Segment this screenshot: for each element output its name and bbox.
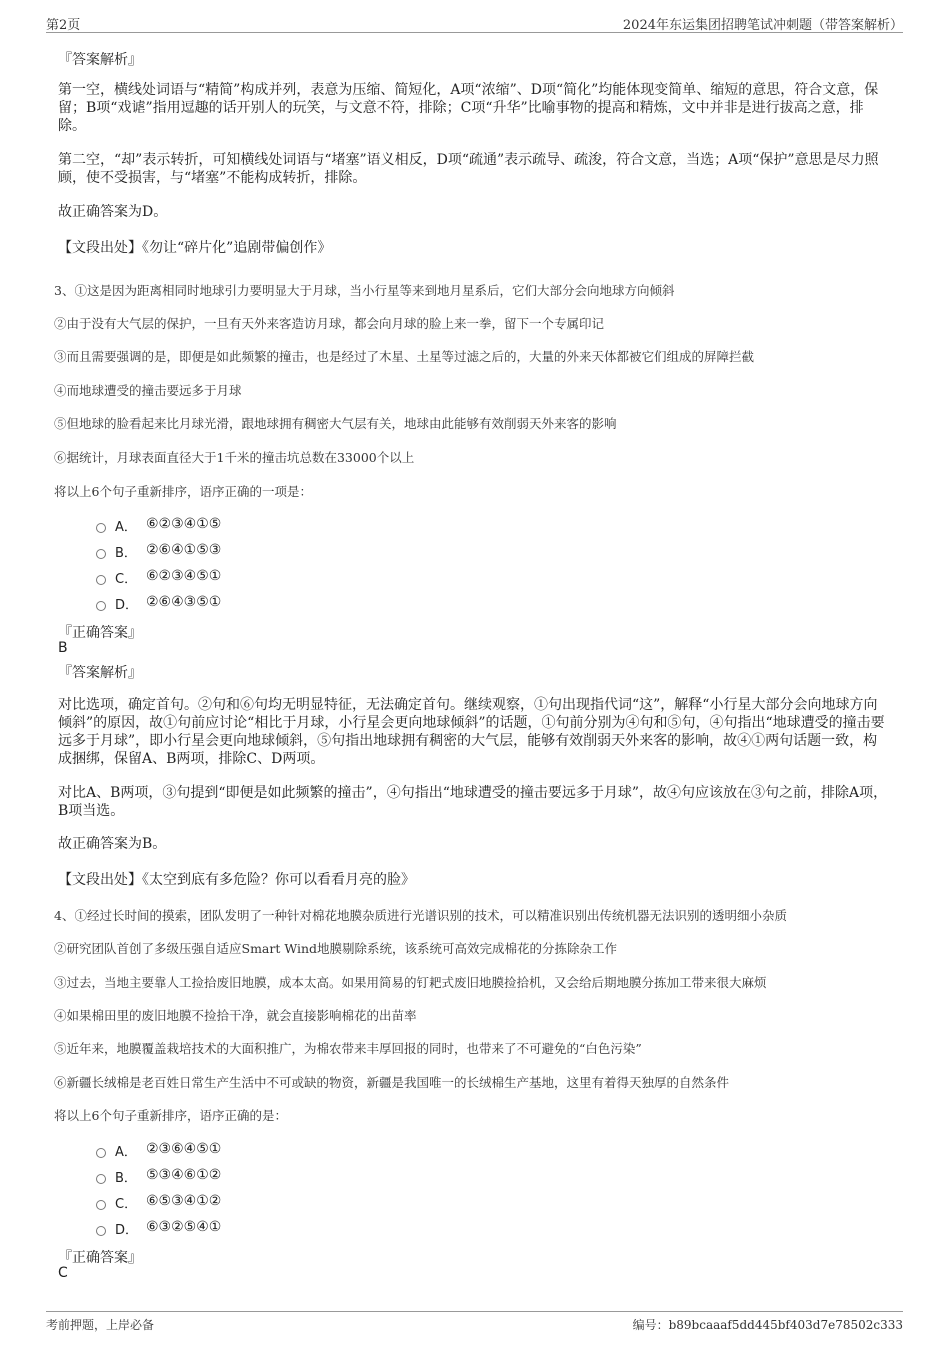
q4-line-1: 4、①经过长时间的摸索，团队发明了一种针对棉花地膜杂质进行光谱识别的技术，可以精准识别出传统机器无法识别的透明细小杂质: [54, 908, 787, 923]
q3-analysis-p3: 故正确答案为B。: [58, 836, 167, 852]
document-serial: 编号：b89bcaaaf5dd445bf403d7e78502c333: [632, 1318, 903, 1332]
q4-line-5: ⑤近年来，地膜覆盖栽培技术的大面积推广，为棉农带来丰厚回报的同时，也带来了不可避免的“白色污染”: [54, 1041, 642, 1056]
q4-answer: C: [58, 1265, 68, 1281]
q3-source: 【文段出处】《太空到底有多危险？你可以看看月亮的脸》: [58, 872, 415, 888]
q3-line-3: ③而且需要强调的是，即便是如此频繁的撞击，也是经过了木星、土星等过滤之后的，大量的外来天体都被它们组成的屏障拦截: [54, 349, 755, 364]
q3-analysis-p1: 对比选项，确定首句。②句和⑥句均无明显特征，无法确定首句。继续观察，①句出现指代词“这”，解释“小行星大部分会向地球方向倾斜”的原因，故①句前应讨论“相比于月球，小行星会更向地球倾斜”的话题，①句前分别为④句和⑤句，④句指出“地球遭受的撞击要远多于月球”，即小行星会更向地球倾斜，⑤句指出地球拥有稠密的大气层，能够有效削弱天外来客的影响，故④①两句话题一致，构成捆绑，保留A、B两项，排除C、D两项。: [58, 697, 885, 767]
q4-line-6: ⑥新疆长绒棉是老百姓日常生产生活中不可或缺的物资，新疆是我国唯一的长绒棉生产基地，这里有着得天独厚的自然条件: [54, 1075, 730, 1090]
q3-answer: B: [58, 640, 68, 656]
q3-option-d[interactable]: D． ②⑥④③⑤①: [96, 594, 396, 614]
radio-icon[interactable]: [96, 575, 106, 585]
q4-line-2: ②研究团队首创了多级压强自适应Smart Wind地膜剔除系统，该系统可高效完成棉花的分拣除杂工作: [54, 941, 618, 956]
q2-analysis-p2: 第二空，“却”表示转折，可知横线处词语与“堵塞”语义相反，D项“疏通”表示疏导、疏浚，符合文意，当选；A项“保护”意思是尽力照顾，使不受损害，与“堵塞”不能构成转折，排除。: [58, 152, 879, 186]
radio-icon[interactable]: [96, 1148, 106, 1158]
q3-analysis-p2: 对比A、B两项，③句提到“即便是如此频繁的撞击”，④句指出“地球遭受的撞击要远多于月球”，故④句应该放在③句之前，排除A项，B项当选。: [58, 785, 888, 819]
q4-prompt: 将以上6个句子重新排序，语序正确的是：: [54, 1108, 287, 1123]
page-number: 第2页: [46, 18, 81, 33]
radio-icon[interactable]: [96, 1226, 106, 1236]
q4-line-4: ④如果棉田里的废旧地膜不捡拾干净，就会直接影响棉花的出苗率: [54, 1008, 417, 1023]
q3-option-a[interactable]: A． ⑥②③④①⑤: [96, 516, 396, 536]
radio-icon[interactable]: [96, 1200, 106, 1210]
q3-line-1: 3、①这是因为距离相同时地球引力要明显大于月球，当小行星等来到地月星系后，它们大部分会向地球方向倾斜: [54, 283, 675, 298]
q2-analysis-p3: 故正确答案为D。: [58, 204, 168, 220]
q2-analysis-heading: 『答案解析』: [58, 52, 142, 68]
q3-answer-heading: 『正确答案』: [58, 625, 142, 641]
q4-line-3: ③过去，当地主要靠人工捡拾废旧地膜，成本太高。如果用简易的钉耙式废旧地膜捡拾机，又会给后期地膜分拣加工带来很大麻烦: [54, 975, 767, 990]
q3-line-6: ⑥据统计，月球表面直径大于1千米的撞击坑总数在33000个以上: [54, 450, 415, 465]
q4-option-b[interactable]: B． ⑤③④⑥①②: [96, 1167, 396, 1187]
q3-prompt: 将以上6个句子重新排序，语序正确的一项是：: [54, 484, 312, 499]
radio-icon[interactable]: [96, 523, 106, 533]
footer-slogan: 考前押题，上岸必备: [46, 1318, 155, 1332]
radio-icon[interactable]: [96, 549, 106, 559]
q3-option-c[interactable]: C． ⑥②③④⑤①: [96, 568, 396, 588]
q4-option-d[interactable]: D． ⑥③②⑤④①: [96, 1219, 396, 1239]
document-title: 2024年东运集团招聘笔试冲刺题（带答案解析）: [622, 18, 903, 33]
q3-line-4: ④而地球遭受的撞击要远多于月球: [54, 383, 242, 398]
radio-icon[interactable]: [96, 1174, 106, 1184]
q2-analysis-p1: 第一空，横线处词语与“精简”构成并列，表意为压缩、简短化，A项“浓缩”、D项“简化”均能体现变简单、缩短的意思，符合文意，保留；B项“戏谑”指用逗趣的话开别人的玩笑，与文意不符，排除；C项“升华”比喻事物的提高和精炼，文中并非是进行拔高之意，排除。: [58, 82, 879, 134]
page-header: [46, 11, 903, 33]
q4-answer-heading: 『正确答案』: [58, 1250, 142, 1266]
q3-option-b[interactable]: B． ②⑥④①⑤③: [96, 542, 396, 562]
q2-source: 【文段出处】《勿让“碎片化”追剧带偏创作》: [58, 240, 332, 256]
page-footer: [46, 1311, 903, 1334]
q4-option-c[interactable]: C． ⑥⑤③④①②: [96, 1193, 396, 1213]
q3-line-2: ②由于没有大气层的保护，一旦有天外来客造访月球，都会向月球的脸上来一拳，留下一个专属印记: [54, 316, 605, 331]
q3-analysis-heading: 『答案解析』: [58, 665, 142, 681]
q4-option-a[interactable]: A． ②③⑥④⑤①: [96, 1141, 396, 1161]
radio-icon[interactable]: [96, 601, 106, 611]
q3-line-5: ⑤但地球的脸看起来比月球光滑，跟地球拥有稠密大气层有关，地球由此能够有效削弱天外来客的影响: [54, 416, 617, 431]
